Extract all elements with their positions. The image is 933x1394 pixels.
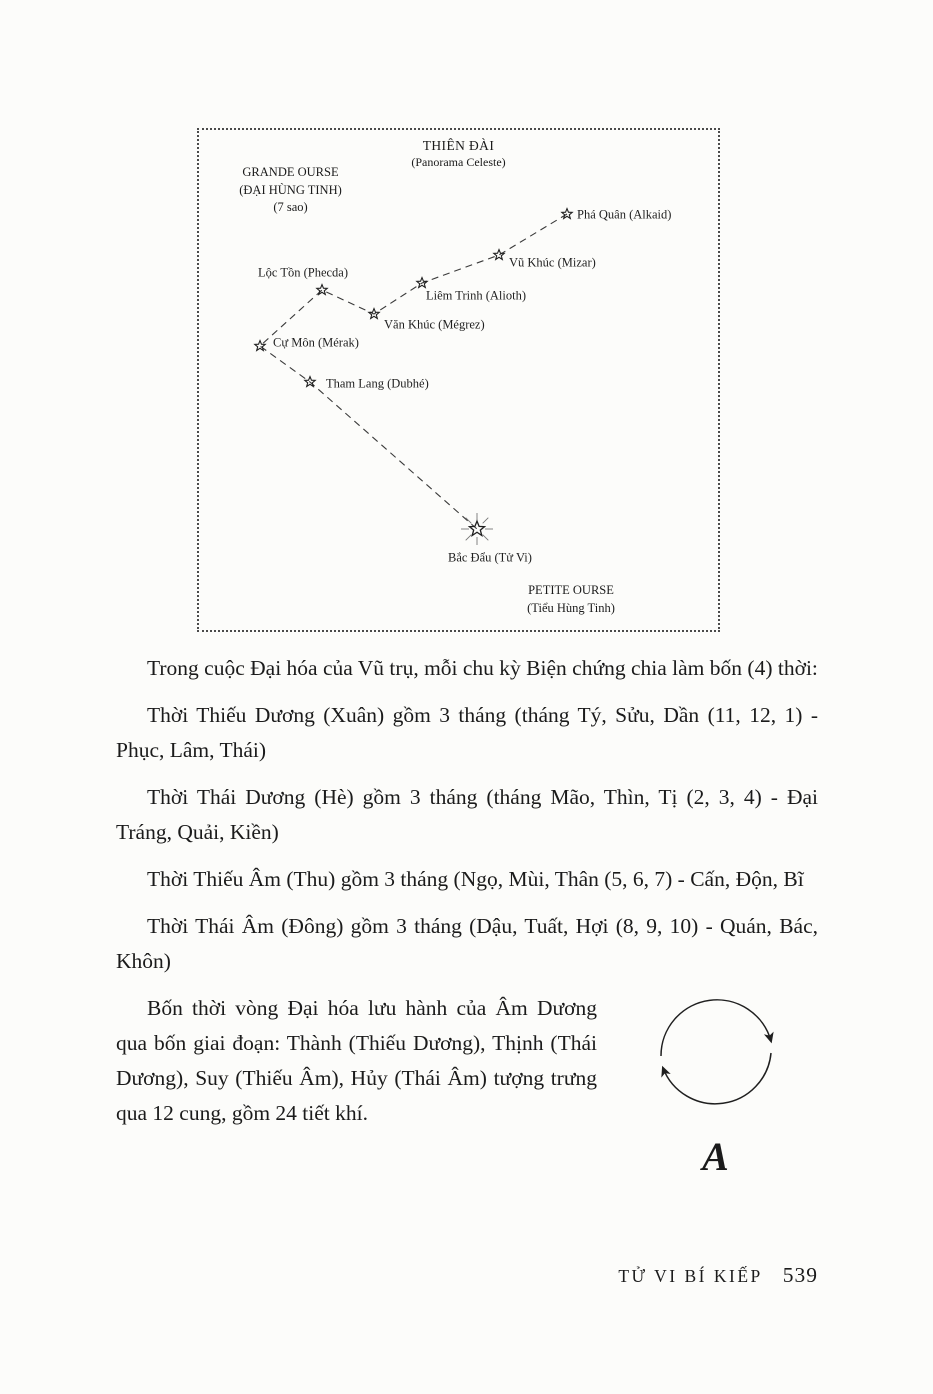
body-text (116, 651, 818, 1184)
paragraph-thieu-am: Thời Thiếu Âm (Thu) gồm 3 tháng (Ngọ, Mùi, Thân (5, 6, 7) - Cấn, Độn, Bĩ (147, 867, 804, 891)
ornament-letter: A (702, 1134, 729, 1179)
star-label-loc-ton: Lộc Tồn (Phecda) (258, 265, 349, 280)
cycle-figure (613, 971, 818, 1180)
grande-ourse-line2: (ĐẠI HÙNG TINH) (239, 182, 342, 197)
diagram-title: THIÊN ĐÀI (422, 138, 495, 153)
grande-ourse-line1: GRANDE OURSE (242, 165, 339, 179)
page-number: 539 (782, 1263, 818, 1287)
running-title: TỬ VI BÍ KIẾP (618, 1266, 763, 1286)
grande-ourse-label (213, 164, 368, 217)
star-icon-vu-khuc (494, 250, 504, 260)
star-label-bac-dau: Bắc Đẩu (Tử Vi) (448, 550, 532, 565)
paragraph-thai-duong: Thời Thái Dương (Hè) gồm 3 tháng (tháng Mão, Thìn, Tị (2, 3, 4) - Đại Tráng, Quải, Kiền) (116, 785, 818, 844)
star-label-cu-mon: Cự Môn (Mérak) (273, 335, 359, 350)
diagram-subtitle: (Panorama Celeste) (411, 155, 506, 169)
star-label-vu-khuc: Vũ Khúc (Mizar) (509, 255, 596, 270)
paragraph-four-phases: Bốn thời vòng Đại hóa lưu hành của Âm Dương qua bốn giai đoạn: Thành (Thiếu Dương), Thịnh (Thái Dương), Suy (Thiếu Âm), Hủy (Thái Âm) tượng trưng qua 12 cung, gồm 24 tiết khí. (116, 996, 597, 1125)
cycle-circle-diagram (631, 971, 801, 1121)
petite-ourse-line2: (Tiểu Hùng Tinh) (527, 600, 615, 615)
star-icon-pha-quan (562, 209, 572, 219)
paragraph-thai-am: Thời Thái Âm (Đông) gồm 3 tháng (Dậu, Tuất, Hợi (8, 9, 10) - Quán, Bác, Khôn) (116, 914, 818, 973)
petite-ourse-label (487, 582, 655, 617)
polaris-star-group (461, 513, 493, 545)
page-footer (618, 1263, 818, 1288)
polaris-rays-icon (461, 513, 493, 545)
star-label-tham-lang: Tham Lang (Dubhé) (326, 376, 429, 391)
paragraph-thieu-duong: Thời Thiếu Dương (Xuân) gồm 3 tháng (tháng Tý, Sửu, Dần (11, 12, 1) - Phục, Lâm, Thái) (116, 703, 818, 762)
star-label-van-khuc: Văn Khúc (Mégrez) (384, 317, 485, 332)
petite-ourse-line1: PETITE OURSE (528, 583, 614, 597)
cycle-arrow-bottom (663, 1053, 771, 1104)
paragraph-intro: Trong cuộc Đại hóa của Vũ trụ, mỗi chu kỳ Biện chứng chia làm bốn (4) thời: (147, 656, 818, 680)
grande-ourse-line3: (7 sao) (273, 200, 308, 214)
cycle-arrow-top (660, 1000, 770, 1056)
star-label-liem-trinh: Liêm Trinh (Alioth) (426, 288, 527, 303)
star-label-pha-quan: Phá Quân (Alkaid) (577, 207, 672, 222)
constellation-diagram (197, 128, 720, 632)
